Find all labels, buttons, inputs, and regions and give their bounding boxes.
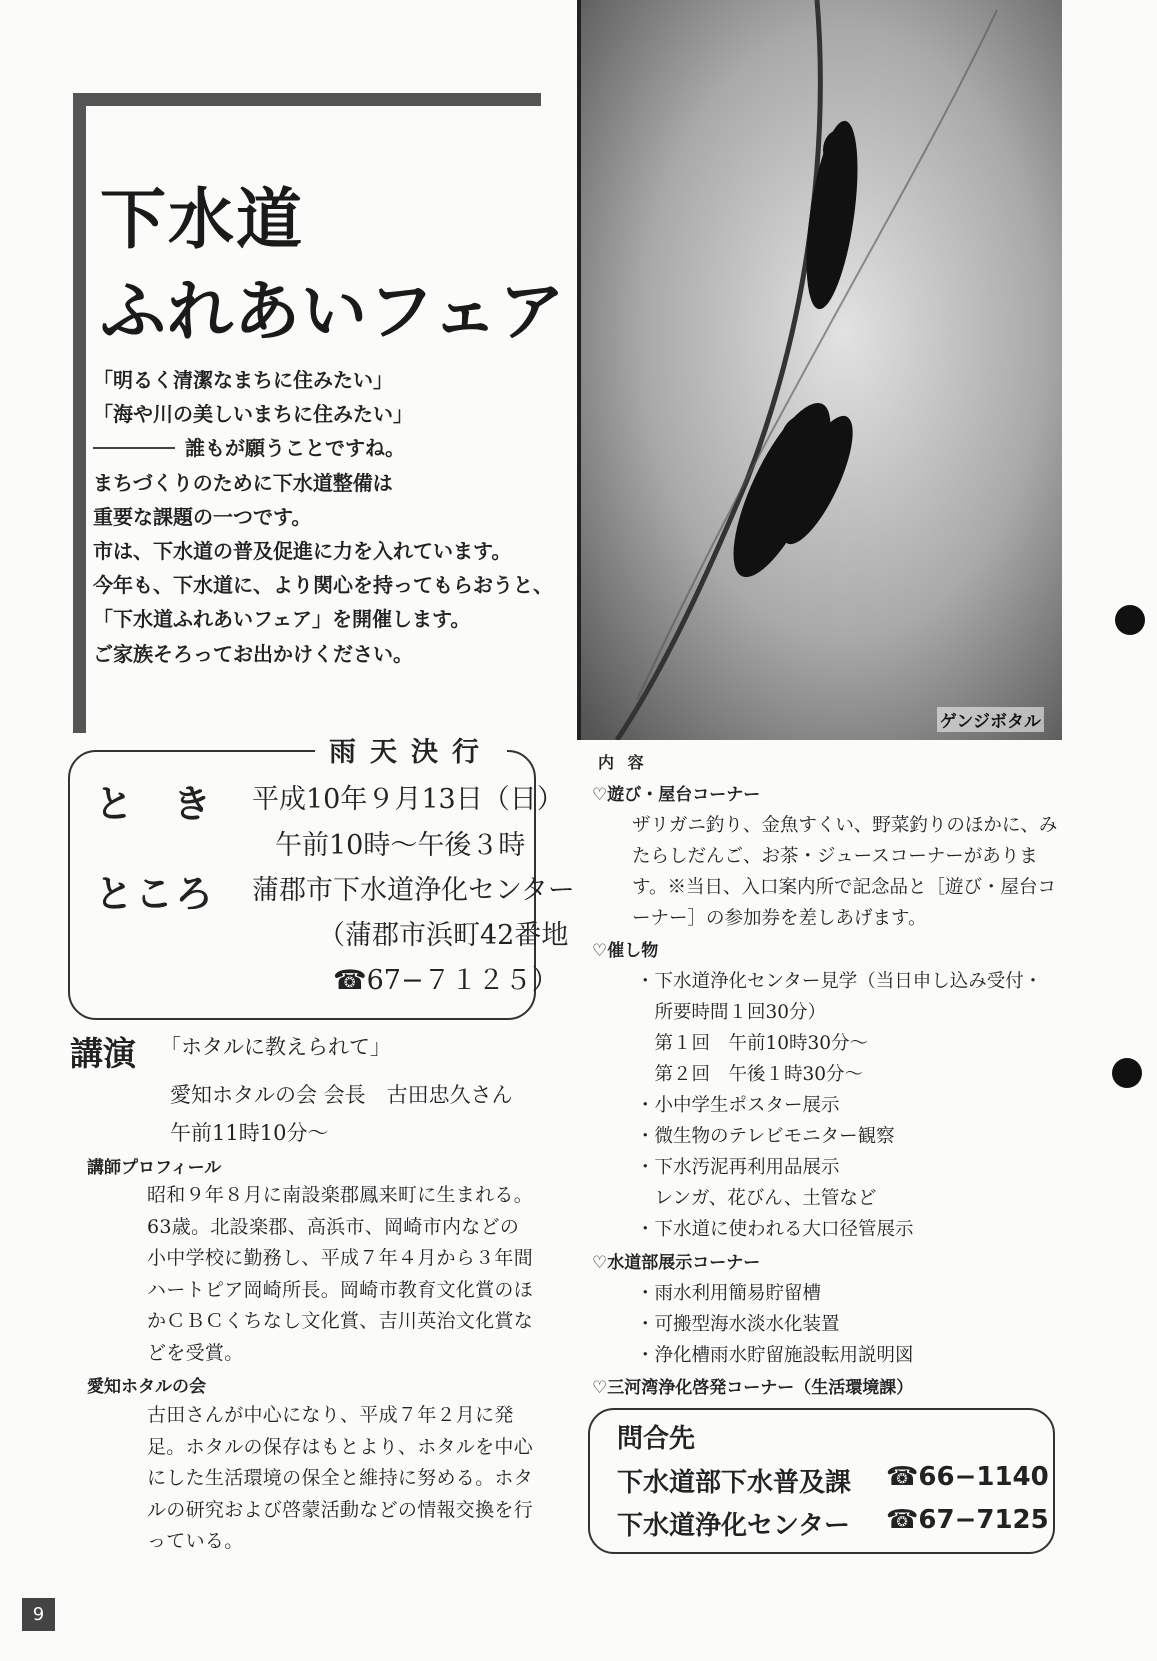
intro-line: 「明るく清潔なまちに住みたい」 xyxy=(93,368,393,392)
association-text: 古田さんが中心になり、平成７年２月に発足。ホタルの保存はもとより、ホタルを中心にした生活環境の保全と維持に努める。ホタルの研究および啓蒙活動などの情報交換を行っている。 xyxy=(147,1404,534,1552)
list-item: ・可搬型海水淡水化装置 xyxy=(636,1314,840,1335)
profile-text: 昭和９年８月に南設楽郡鳳来町に生まれる。63歳。北設楽郡、高浜市、岡崎市内などの小中学校に勤務し、平成７年４月から３年間ハートピア岡崎所長。岡崎市教育文化賞のほかＣＢＣくちなし文化賞、吉川英治文化賞などを受賞。 xyxy=(147,1184,534,1364)
firefly-photo xyxy=(577,0,1062,740)
list-item: ・下水道に使われる大口径管展示 xyxy=(636,1219,914,1240)
intro-line: 「海や川の美しいまちに住みたい」 xyxy=(93,402,413,427)
intro-line: ご家族そろってお出かけください。 xyxy=(93,641,413,666)
lecture-title: 「ホタルに教えられて」 xyxy=(160,1035,391,1059)
list-item: ・雨水利用簡易貯留槽 xyxy=(636,1283,822,1304)
punch-hole xyxy=(1115,605,1145,635)
photo-caption: ゲンジボタル xyxy=(937,707,1044,732)
lecture-speaker: 愛知ホタルの会 会長 古田忠久さん xyxy=(170,1083,513,1107)
rain-or-shine-note: 雨天決行 xyxy=(315,730,507,769)
contents-heading: 内 容 xyxy=(598,753,648,772)
events-heading: ♡催し物 xyxy=(592,941,659,961)
intro-line: まちづくりのために下水道整備は xyxy=(93,470,393,495)
contact-name: 下水道部下水普及課 xyxy=(617,1468,852,1498)
list-item: ・小中学生ポスター展示 xyxy=(636,1095,840,1116)
list-item: ・浄化槽雨水貯留施設転用説明図 xyxy=(636,1345,914,1366)
contact-name: 下水道浄化センター xyxy=(617,1511,850,1541)
list-item: ・下水汚泥再利用品展示 xyxy=(636,1157,840,1178)
water-dept-list xyxy=(636,1278,1066,1371)
list-item: 所要時間１回30分） xyxy=(636,1002,827,1023)
intro-line: 誰もが願うことですね。 xyxy=(93,431,563,465)
event-date: 平成10年９月13日（日） xyxy=(252,784,564,815)
page-title-line1: 下水道 xyxy=(100,181,304,258)
when-label: とき xyxy=(95,782,252,826)
event-address: （蒲郡市浜町42番地 xyxy=(318,920,569,951)
intro-line: 今年も、下水道に、より関心を持ってもらおうと、 xyxy=(93,573,553,598)
title-frame-top xyxy=(73,93,541,106)
title-frame-left xyxy=(73,93,86,733)
page-number: 9 xyxy=(22,1598,55,1631)
list-item: レンガ、花びん、土管など xyxy=(636,1188,877,1209)
intro-text xyxy=(93,363,563,671)
punch-hole xyxy=(1112,1058,1142,1088)
list-item: 第１回 午前10時30分〜 xyxy=(636,1033,869,1054)
event-phone: ☎67−７１２５） xyxy=(333,965,559,996)
list-item: 第２回 午後１時30分〜 xyxy=(636,1064,864,1085)
bay-corner-heading: ♡三河湾浄化啓発コーナー（生活環境課） xyxy=(592,1378,914,1398)
list-item: ・下水道浄化センター見学（当日申し込み受付・ xyxy=(636,971,1043,992)
play-corner-text: ザリガニ釣り、金魚すくい、野菜釣りのほかに、みたらしだんご、お茶・ジュースコーナーがあります。※当日、入口案内所で記念品と［遊び・屋台コーナー］の参加券を差しあげます。 xyxy=(632,815,1058,929)
lecture-time: 午前11時10分〜 xyxy=(170,1121,329,1145)
dash-rule xyxy=(93,447,175,449)
association-heading: 愛知ホタルの会 xyxy=(87,1377,206,1397)
events-list xyxy=(636,966,1066,1245)
intro-line: 市は、下水道の普及促進に力を入れています。 xyxy=(93,539,512,564)
intro-line: 「下水道ふれあいフェア」を開催します。 xyxy=(93,607,471,632)
contact-phone: ☎67−7125 xyxy=(886,1505,1049,1535)
contact-heading: 問合先 xyxy=(617,1424,696,1454)
intro-line: 重要な課題の一つです。 xyxy=(93,504,312,529)
play-corner-heading: ♡遊び・屋台コーナー xyxy=(592,785,761,805)
firefly-photo-image xyxy=(577,0,1062,740)
water-dept-heading: ♡水道部展示コーナー xyxy=(592,1253,761,1273)
event-venue: 蒲郡市下水道浄化センター xyxy=(252,875,575,906)
event-time: 午前10時〜午後３時 xyxy=(275,830,526,861)
where-label: ところ xyxy=(95,872,216,916)
lecture-heading: 講演 xyxy=(70,1034,136,1073)
list-item: ・微生物のテレビモニター観察 xyxy=(636,1126,895,1147)
page-title-line2: ふれあいフェア xyxy=(100,273,566,350)
profile-heading: 講師プロフィール xyxy=(87,1158,222,1178)
contact-phone: ☎66−1140 xyxy=(886,1462,1049,1492)
